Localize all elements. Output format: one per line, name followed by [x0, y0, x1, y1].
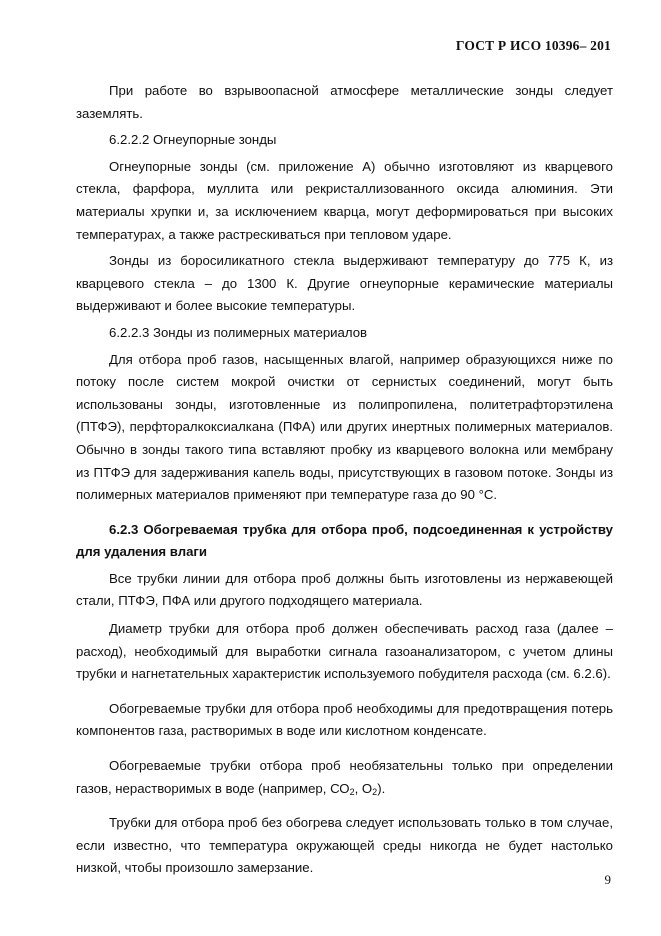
paragraph-heated-tubes-needed: Обогреваемые трубки для отбора проб необходимы для предотвращения потерь компонентов газа, растворимых в воде или кислотном конденсате.: [76, 700, 613, 739]
subscript-o2: 2: [372, 786, 378, 797]
page-body: [76, 80, 613, 880]
document-header-code: ГОСТ Р ИСО 10396– 201: [455, 38, 611, 53]
paragraph-glass-temperatures: Зонды из боросиликатного стекла выдерживают температуру до 775 К, из кварцевого стекла – до 1300 К. Другие огнеупорные керамические материалы выдерживают и более высокие температуры.: [76, 253, 613, 314]
paragraph-refractory-materials: Огнеупорные зонды (см. приложение А) обычно изготовляют из кварцевого стекла, фарфора, муллита или рекристаллизованного оксида алюминия. Эти материалы хрупки и, за исключением кварца, могут деформироваться при высоких температурах, а также растрескиваться при тепловом ударе.: [76, 158, 613, 242]
page-number: 9: [604, 872, 611, 887]
subscript-co2: 2: [349, 786, 355, 797]
text-segment: , О: [354, 780, 373, 796]
paragraph-unheated-tubes: Трубки для отбора проб без обогрева следует использовать только в том случае, если известно, что температура окружающей среды никогда не будет настолько низкой, чтобы произошло замерзание.: [76, 815, 613, 876]
subsection-title-refractory-probes: 6.2.2.2 Огнеупорные зонды: [109, 132, 277, 148]
paragraph-metal-probes-grounding: При работе во взрывоопасной атмосфере металлические зонды следует заземлять.: [76, 83, 613, 121]
paragraph-tube-diameter: Диаметр трубки для отбора проб должен обеспечивать расход газа (далее – расход), необходимый для выработки сигнала газоанализатором, с учетом длины трубки и нагнетательных характеристик используемого побудителя расхода (см. 6.2.6).: [76, 621, 613, 682]
paragraph-heated-tubes-optional: [76, 755, 613, 800]
section-heading-heated-sampling-tube: 6.2.3 Обогреваемая трубка для отбора проб, подсоединенная к устройству для удаления влаги: [76, 521, 613, 560]
text-segment: Обогреваемые трубки отбора проб необязательны только при определении газов, нерастворимых в воде (например, СО: [76, 758, 613, 796]
paragraph-tube-materials: Все трубки линии для отбора проб должны быть изготовлены из нержавеющей стали, ПТФЭ, ПФА или другого подходящего материала.: [76, 570, 613, 609]
text-segment: ).: [377, 780, 386, 796]
paragraph-polymer-probes: Для отбора проб газов, насыщенных влагой, например образующихся ниже по потоку после систем мокрой очистки от сернистых соединений, могут быть использованы зонды, изготовленные из полипропилена, политетрафторэтилена (ПТФЭ), перфторалкоксиалкана (ПФА) или других инертных полимерных материалов. Обычно в зонды такого типа вставляют пробку из кварцевого волокна или мембрану из ПТФЭ для задерживания капель воды, присутствующих в газовом потоке. Зонды из полимерных материалов применяют при температуре газа до 90 °С.: [76, 351, 613, 503]
subsection-title-polymer-probes: 6.2.2.3 Зонды из полимерных материалов: [109, 324, 368, 340]
